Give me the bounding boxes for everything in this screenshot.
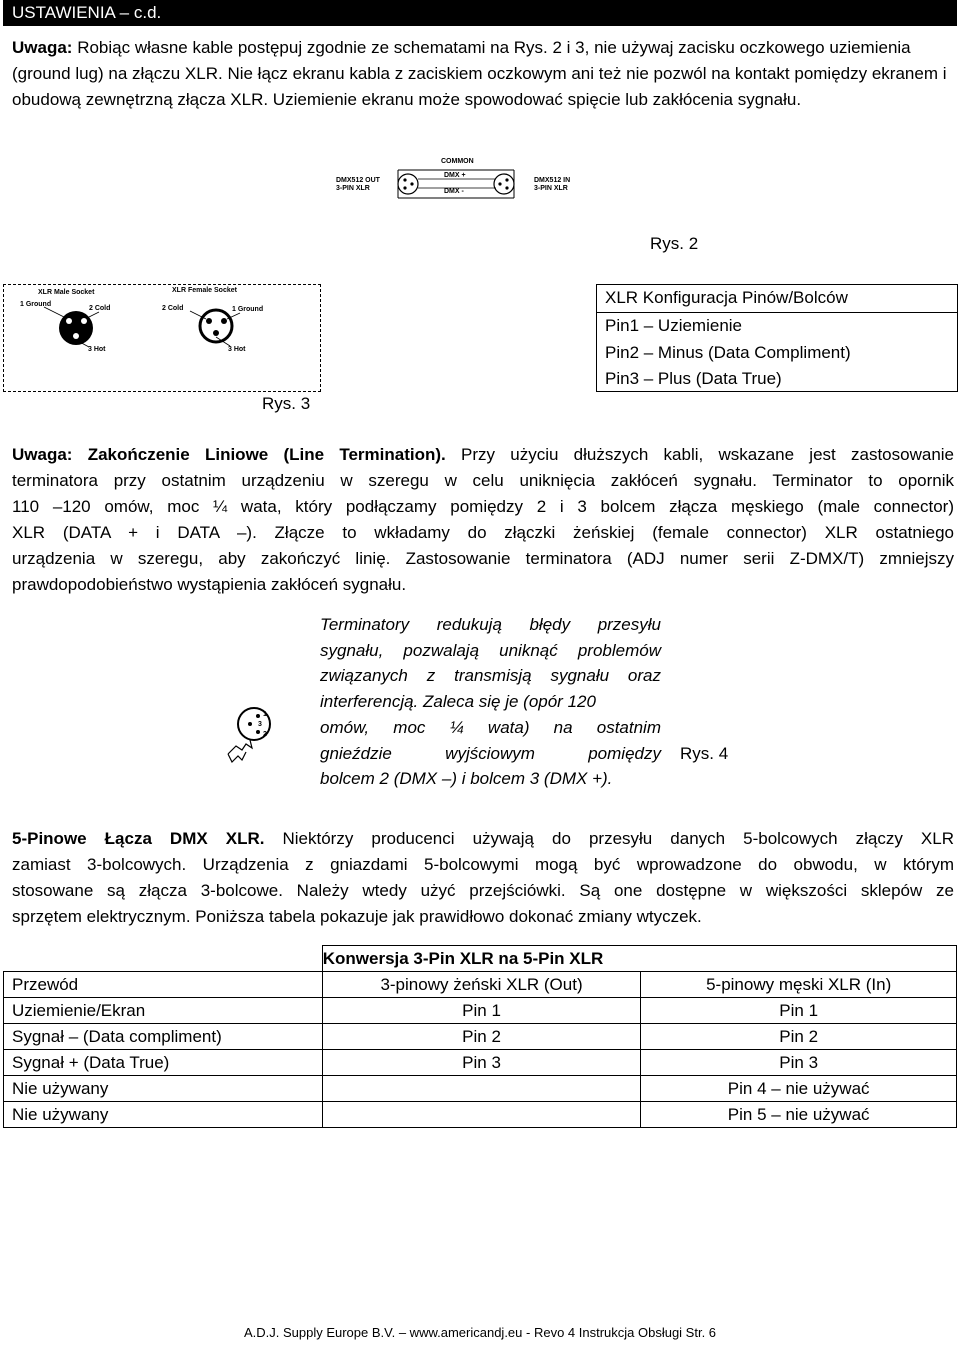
conversion-table-header-row [4,972,957,998]
termination-line-4: XLR (DATA + i DATA –). Złącze to wkładamy do złączki żeńskiej (female connector) XLR ostatniego [12,523,954,542]
fig3-caption: Rys. 3 [262,394,311,413]
five-pin-lead: 5-Pinowe Łącza DMX XLR. [12,829,265,848]
section-header [3,0,957,26]
table-cell: Uziemienie/Ekran [4,998,323,1024]
pin2-row: Pin2 – Minus (Data Compliment) [605,343,851,362]
warning-paragraph [12,35,956,113]
xlr-sockets-svg [4,285,320,391]
male-ground-label: 1 Ground [20,301,52,308]
dmx-out-label-1: DMX512 OUT [336,177,380,184]
table-cell: Pin 1 [322,998,641,1024]
header-cell: Przewód [4,972,323,998]
termination-line-1-text: Przy użyciu dłuższych kabli, wskazane jest zastosowanie [461,445,954,464]
termination-line-2: terminatora przy ostatnim urządzeniu w szeregu w celu uniknięcia zakłóceń sygnału. Terminator to opornik [12,471,954,490]
terminator-plug-svg [222,700,282,766]
table-cell [322,1076,641,1102]
five-pin-line-2: zamiast 3-bolcowych. Urządzenia z gniazdami 5-bolcowymi mogą być wprowadzone do obwodu, w którym [12,855,954,874]
pin1-row: Pin1 – Uziemienie [605,316,743,335]
table-cell: Pin 4 – nie używać [641,1076,957,1102]
table-cell: Nie używany [4,1102,323,1128]
male-hot-label: 3 Hot [88,346,106,353]
table-cell: Pin 3 [322,1050,641,1076]
fig2-caption: Rys. 2 [650,234,699,253]
xlr-sockets-figure [3,284,321,392]
fig4-line-1: Terminatory redukują błędy przesyłu [320,615,661,634]
fig4-line-7: bolcem 2 (DMX –) i bolcem 3 (DMX +). [320,769,613,789]
dmx-minus-label: DMX - [444,188,464,195]
header-cell: 5-pinowy męski XLR (In) [641,972,957,998]
table-row [4,998,957,1024]
five-pin-line-4: sprzętem elektrycznym. Poniższa tabela pokazuje jak prawidłowo dokonać zmiany wtyczek. [12,907,702,926]
header-cell: 3-pinowy żeński XLR (Out) [322,972,641,998]
table-cell: Pin 2 [322,1024,641,1050]
male-cold-label: 2 Cold [89,305,111,312]
conversion-table-title: Konwersja 3-Pin XLR na 5-Pin XLR [322,946,956,972]
fig4-text [320,612,661,792]
pin-config-box [596,284,958,392]
five-pin-line-1-text: Niektórzy producenci używają do przesyłu danych 5-bolcowych złączy XLR [282,829,954,848]
termination-line-1 [12,442,954,468]
page-footer: A.D.J. Supply Europe B.V. – www.americandj.eu - Revo 4 Instrukcja Obsługi Str. 6 [243,1325,717,1340]
female-hot-label: 3 Hot [228,346,246,353]
fig4-line-6: gnieździe wyjściowym pomiędzy [320,743,661,763]
dmx-out-label-2: 3-PIN XLR [336,185,370,192]
termination-line-6: prawdopodobieństwo wystąpienia zakłóceń sygnału. [12,575,407,594]
table-cell: Sygnał + (Data True) [4,1050,323,1076]
conversion-table-title-row [4,946,957,972]
fig4-caption: Rys. 4 [680,744,729,763]
table-cell: Pin 2 [641,1024,957,1050]
male-socket-title: XLR Male Socket [38,289,95,296]
table-row [4,1102,957,1128]
pin3-row: Pin3 – Plus (Data True) [605,369,782,388]
five-pin-line-3: stosowane są złącza 3-bolcowe. Należy wtedy użyć przejściówki. Są one dostępne w większości sklepów ze [12,881,954,900]
five-pin-paragraph [12,826,954,930]
table-cell: Nie używany [4,1076,323,1102]
fig4-line-2: sygnału, pozwalają uniknąć problemów [320,640,661,660]
plug-pin2-label: 2 [263,731,267,738]
terminator-plug-figure [222,700,282,766]
five-pin-line-1 [12,826,954,852]
dmx-in-label-1: DMX512 IN [534,177,571,184]
pin-config-title: XLR Konfiguracja Pinów/Bolców [605,288,848,307]
plug-pin3-label: 3 [258,721,262,728]
fig4-line-4: interferencją. Zaleca się je (opór 120 [320,692,596,712]
dmx-in-label-2: 3-PIN XLR [534,185,568,192]
fig4-line-3: związanych z transmisją sygnału oraz [320,666,661,686]
table-cell: Pin 1 [641,998,957,1024]
section-title: USTAWIENIA – c.d. [12,3,162,22]
female-socket-title: XLR Female Socket [172,287,237,294]
warning-lead: Uwaga: [12,38,73,57]
female-cold-label: 2 Cold [162,305,184,312]
plug-pin1-label: 1 [263,711,267,718]
table-row [4,1076,957,1102]
dmx-plus-label: DMX + [444,172,466,179]
conversion-table [3,945,957,1128]
table-cell: Pin 3 [641,1050,957,1076]
table-cell [322,1102,641,1128]
warning-text: Robiąc własne kable postępuj zgodnie ze schematami na Rys. 2 i 3, nie używaj zacisku oczkowego uziemienia (ground lug) na złączu XLR. Nie łącz ekranu kabla z zaciskiem oczkowym ani też nie pozwól na kontakt pomiędzy ekranem i obudową zewnętrzną złącza XLR. Uziemienie ekranu może spowodować spięcie lub zakłócenia sygnału. [12,38,947,109]
dmx-cable-diagram [336,158,580,204]
female-ground-label: 1 Ground [232,306,264,313]
termination-lead: Uwaga: Zakończenie Liniowe (Line Termination). [12,445,446,464]
table-row [4,1050,957,1076]
termination-line-3: 110 –120 omów, moc ¼ wata, który podłączamy pomiędzy 2 i 3 bolcem złącza męskiego (male connector) [12,497,954,516]
table-cell: Pin 5 – nie używać [641,1102,957,1128]
termination-line-5: urządzenia w szeregu, aby zakończyć linię. Zastosowanie terminatora (ADJ numer serii Z-DMX/T) zmniejszy [12,549,954,568]
common-label: COMMON [441,158,474,165]
fig4-line-5: omów, moc ¼ wata) na ostatnim [320,717,661,737]
termination-paragraph [12,442,954,598]
table-row [4,1024,957,1050]
table-cell: Sygnał – (Data compliment) [4,1024,323,1050]
